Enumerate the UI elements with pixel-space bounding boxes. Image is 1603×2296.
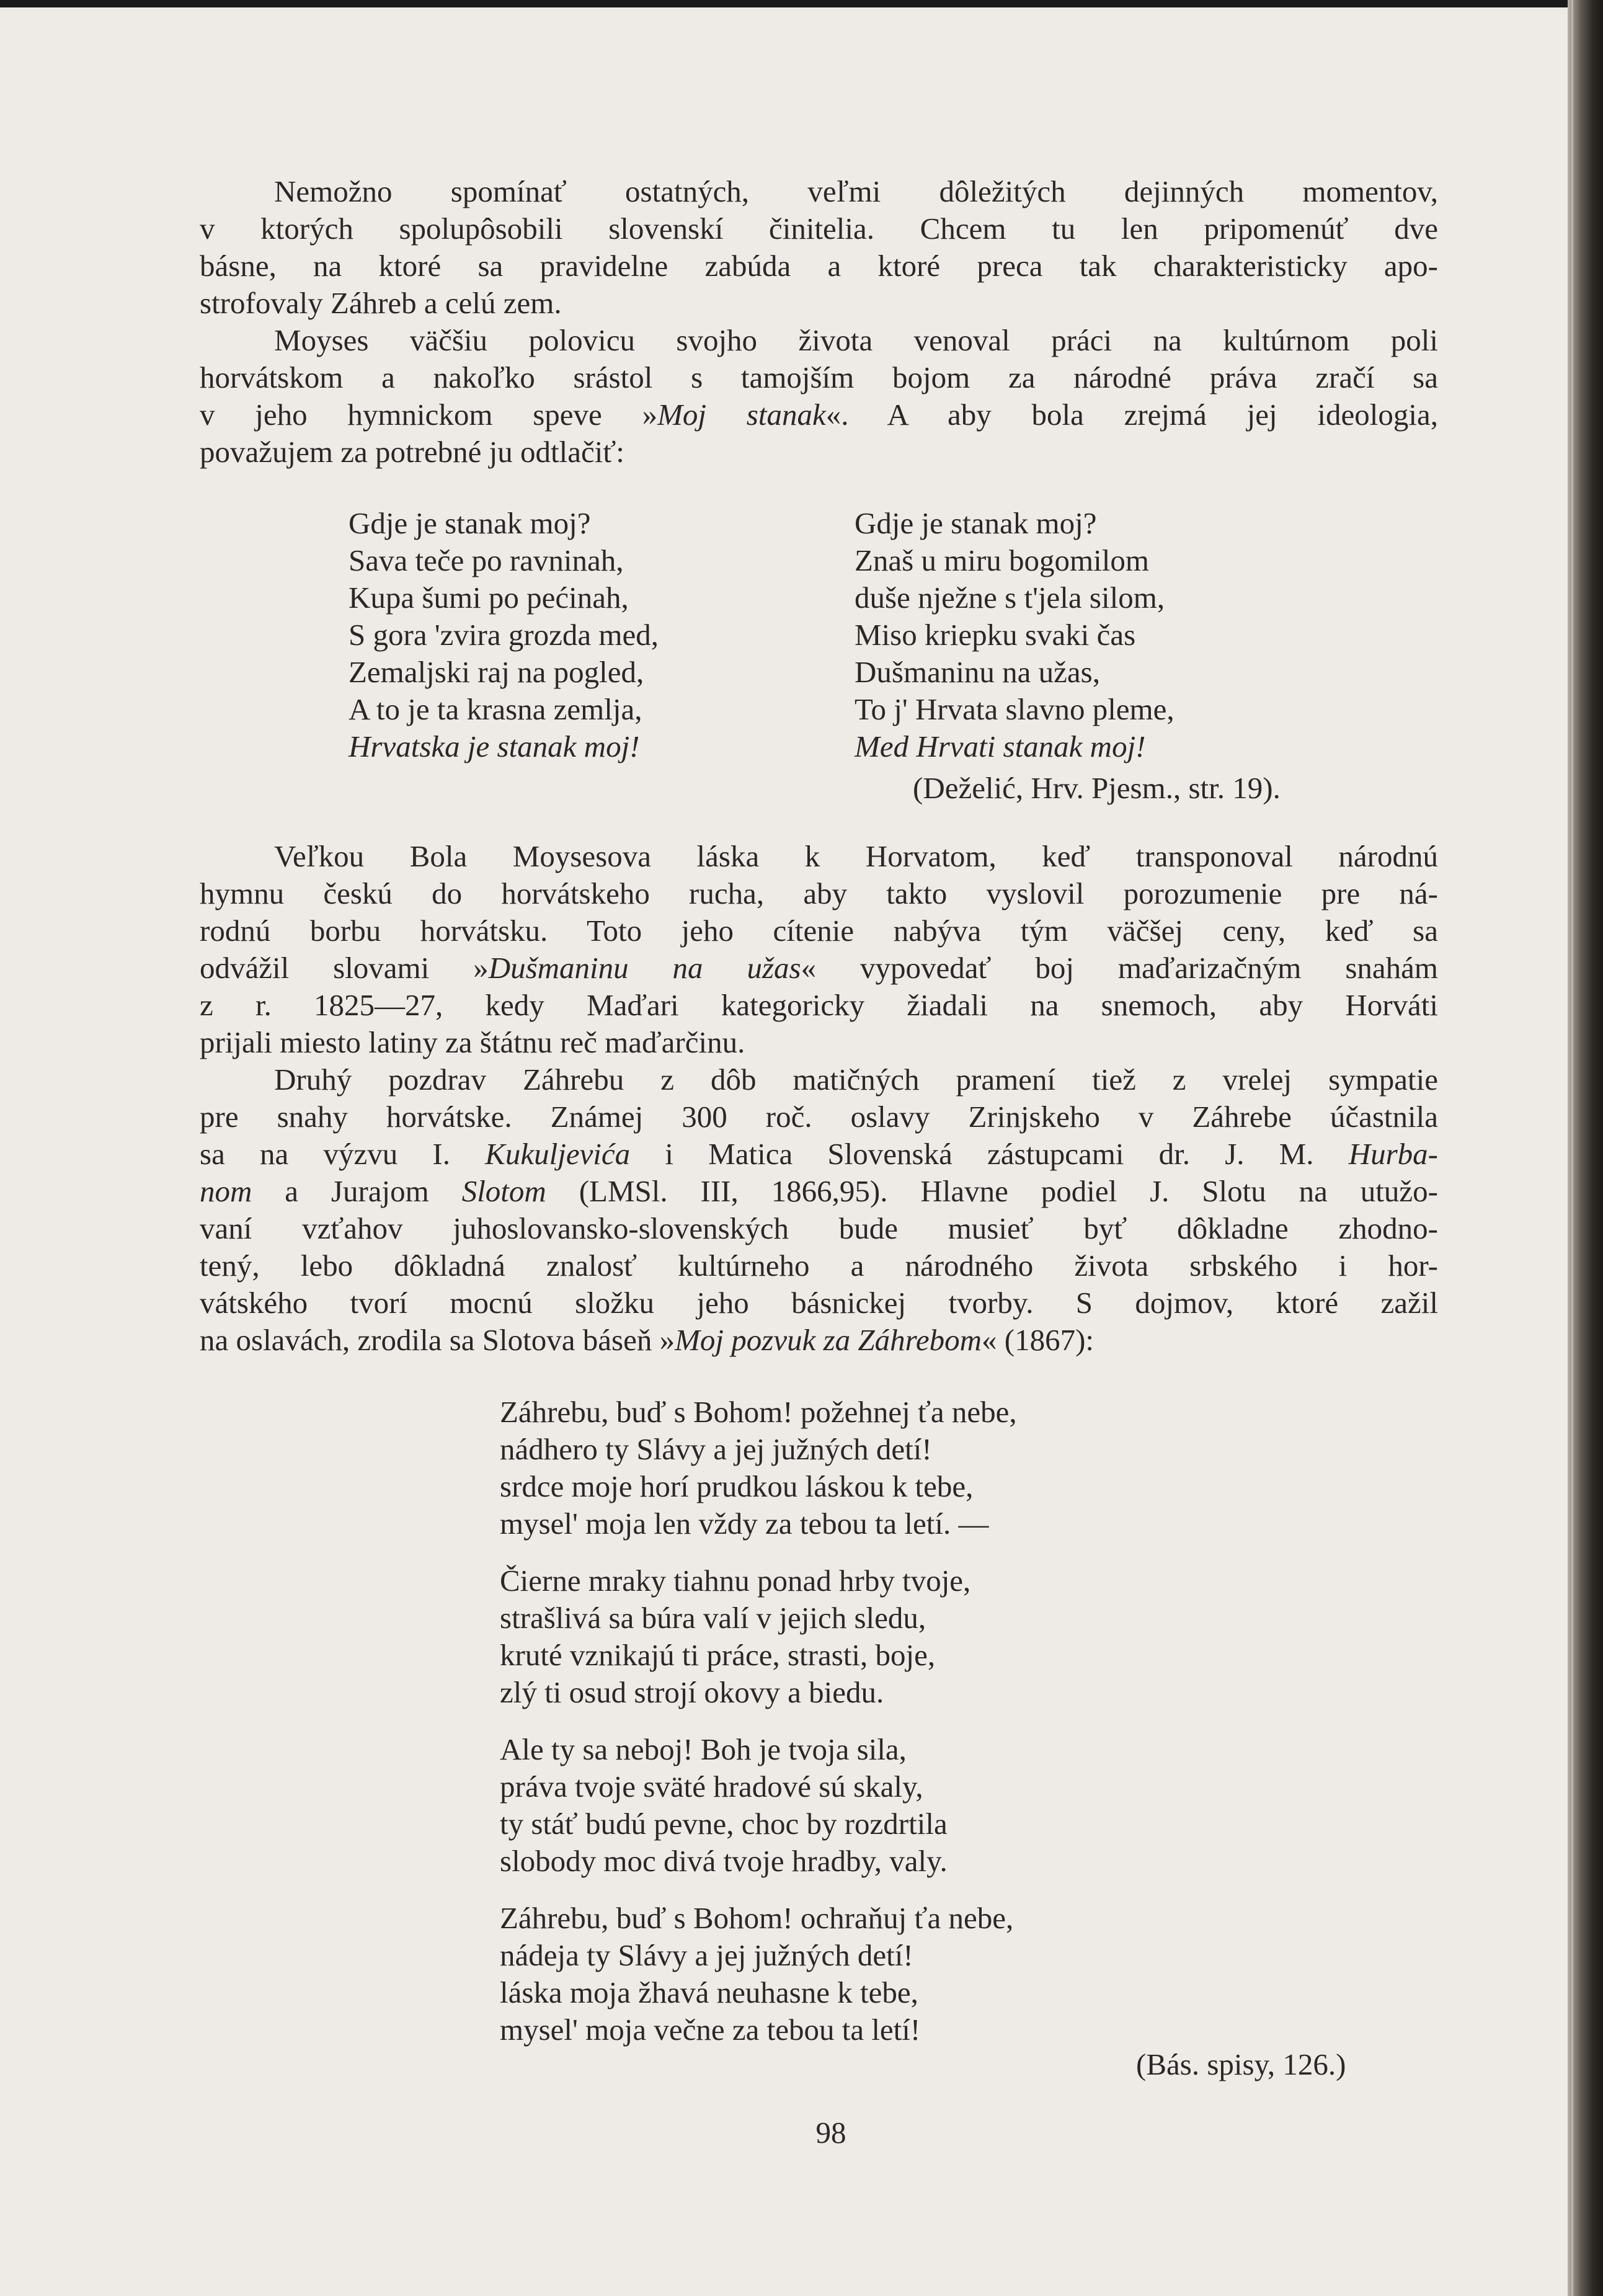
paragraph-line: v jeho hymnickom speve »Moj stanak«. A aby bola zrejmá jej ideologia, — [200, 398, 1438, 432]
verse-line: Hrvatska je stanak moj! — [349, 729, 640, 763]
binding-highlight — [1571, 0, 1573, 2296]
verse-line: Kupa šumi po pećinah, — [349, 581, 629, 615]
poem-title: Moj stanak — [657, 398, 826, 432]
paragraph-line: strofovaly Záhreb a celú zem. — [200, 286, 562, 320]
verse-line: Sava teče po ravninah, — [349, 543, 624, 577]
verse-line: duše nježne s t'jela silom, — [855, 581, 1165, 615]
verse-line: Gdje je stanak moj? — [349, 506, 591, 540]
verse-line: A to je ta krasna zemlja, — [349, 692, 642, 726]
verse-line: Zemaljski raj na pogled, — [349, 655, 644, 689]
verse-line: Ale ty sa neboj! Boh je tvoja sila, — [500, 1732, 907, 1766]
paragraph-line: Moyses väčšiu polovicu svojho života venoval práci na kultúrnom poli — [274, 323, 1438, 357]
paragraph-line: sa na výzvu I. Kukuljevića i Matica Slovenská zástupcami dr. J. M. Hurba- — [200, 1137, 1438, 1171]
verse-line: Miso kriepku svaki čas — [855, 618, 1136, 652]
paragraph-line: Druhý pozdrav Záhrebu z dôb matičných pramení tiež z vrelej sympatie — [274, 1062, 1438, 1097]
verse-line: láska moja žhavá neuhasne k tebe, — [500, 1975, 918, 2009]
person-name: Slotom — [461, 1174, 546, 1208]
verse-line: Med Hrvati stanak moj! — [855, 729, 1146, 763]
paragraph-line: považujem za potrebné ju odtlačiť: — [200, 435, 624, 469]
verse-line: slobody moc divá tvoje hradby, valy. — [500, 1844, 948, 1878]
verse-line: mysel' moja len vždy za tebou ta letí. — — [500, 1506, 989, 1541]
poem-title: Moj pozvuk za Záhrebom — [675, 1323, 982, 1357]
poem-source-citation: (Deželić, Hrv. Pjesm., str. 19). — [913, 771, 1281, 805]
page-top-edge — [0, 0, 1603, 7]
verse-line: kruté vznikajú ti práce, strasti, boje, — [500, 1638, 936, 1672]
verse-line: Čierne mraky tiahnu ponad hrby tvoje, — [500, 1564, 971, 1598]
page-number: 98 — [815, 2116, 846, 2150]
paragraph-line: v ktorých spolupôsobili slovenskí činitelia. Chcem tu len pripomenúť dve — [200, 211, 1438, 246]
person-name: Kukuljevića — [485, 1137, 631, 1171]
paragraph-line: nom a Jurajom Slotom (LMSl. III, 1866,95). Hlavne podiel J. Slotu na utužo- — [200, 1174, 1438, 1208]
verse-line: práva tvoje sväté hradové sú skaly, — [500, 1769, 923, 1804]
paper-page — [0, 7, 1568, 2296]
paragraph-line: vátského tvorí mocnú složku jeho básnickej tvorby. S dojmov, ktoré zažil — [200, 1286, 1438, 1320]
verse-line: Gdje je stanak moj? — [855, 506, 1097, 540]
verse-line: Dušmaninu na užas, — [855, 655, 1100, 689]
paragraph-line: básne, na ktoré sa pravidelne zabúda a ktoré preca tak charakteristicky apo- — [200, 249, 1438, 283]
verse-line: ty stáť budú pevne, choc by rozdrtila — [500, 1807, 948, 1841]
verse-line: mysel' moja večne za tebou ta letí! — [500, 2013, 921, 2047]
person-name: Hurba- — [1348, 1137, 1438, 1171]
person-name: nom — [200, 1174, 252, 1208]
paragraph-line: hymnu českú do horvátskeho rucha, aby takto vyslovil porozumenie pre ná- — [200, 876, 1438, 910]
paragraph-line: Veľkou Bola Moysesova láska k Horvatom, keď transponoval národnú — [274, 839, 1438, 873]
verse-line: zlý ti osud strojí okovy a biedu. — [500, 1675, 884, 1709]
paragraph-line: rodnú borbu horvátsku. Toto jeho cítenie nabýva tým väčšej ceny, keď sa — [200, 914, 1438, 948]
paragraph-line: z r. 1825—27, kedy Maďari kategoricky žiadali na snemoch, aby Horváti — [200, 988, 1438, 1022]
verse-line: strašlivá sa búra valí v jejich sledu, — [500, 1601, 926, 1635]
verse-line: S gora 'zvira grozda med, — [349, 618, 659, 652]
paragraph-line: Nemožno spomínať ostatných, veľmi dôležitých dejinných momentov, — [274, 174, 1438, 208]
verse-line: Záhrebu, buď s Bohom! požehnej ťa nebe, — [500, 1395, 1017, 1429]
paragraph-line: pre snahy horvátske. Známej 300 roč. oslavy Zrinjskeho v Záhrebe účastnila — [200, 1100, 1438, 1134]
verse-line: nádeja ty Slávy a jej južných detí! — [500, 1938, 913, 1972]
paragraph-line: odvážil slovami »Dušmaninu na užas« vypovedať boj maďarizačným snahám — [200, 951, 1438, 985]
paragraph-line: tený, lebo dôkladná znalosť kultúrneho a národného života srbského i hor- — [200, 1248, 1438, 1283]
poem-source-citation: (Bás. spisy, 126.) — [1136, 2047, 1346, 2081]
verse-line: srdce moje horí prudkou láskou k tebe, — [500, 1469, 974, 1503]
quoted-phrase: Dušmaninu na užas — [488, 951, 801, 985]
paragraph-line: horvátskom a nakoľko srástol s tamojším bojom za národné práva zračí sa — [200, 360, 1438, 394]
verse-line: nádhero ty Slávy a jej južných detí! — [500, 1432, 932, 1466]
paragraph-line: vaní vzťahov juhoslovansko-slovenských bude musieť byť dôkladne zhodno- — [200, 1211, 1438, 1245]
paragraph-line: prijali miesto latiny za štátnu reč maďarčinu. — [200, 1025, 745, 1059]
verse-line: To j' Hrvata slavno pleme, — [855, 692, 1174, 726]
verse-line: Znaš u miru bogomilom — [855, 543, 1149, 577]
paragraph-line: na oslavách, zrodila sa Slotova báseň »Moj pozvuk za Záhrebom« (1867): — [200, 1323, 1095, 1357]
verse-line: Záhrebu, buď s Bohom! ochraňuj ťa nebe, — [500, 1901, 1014, 1935]
